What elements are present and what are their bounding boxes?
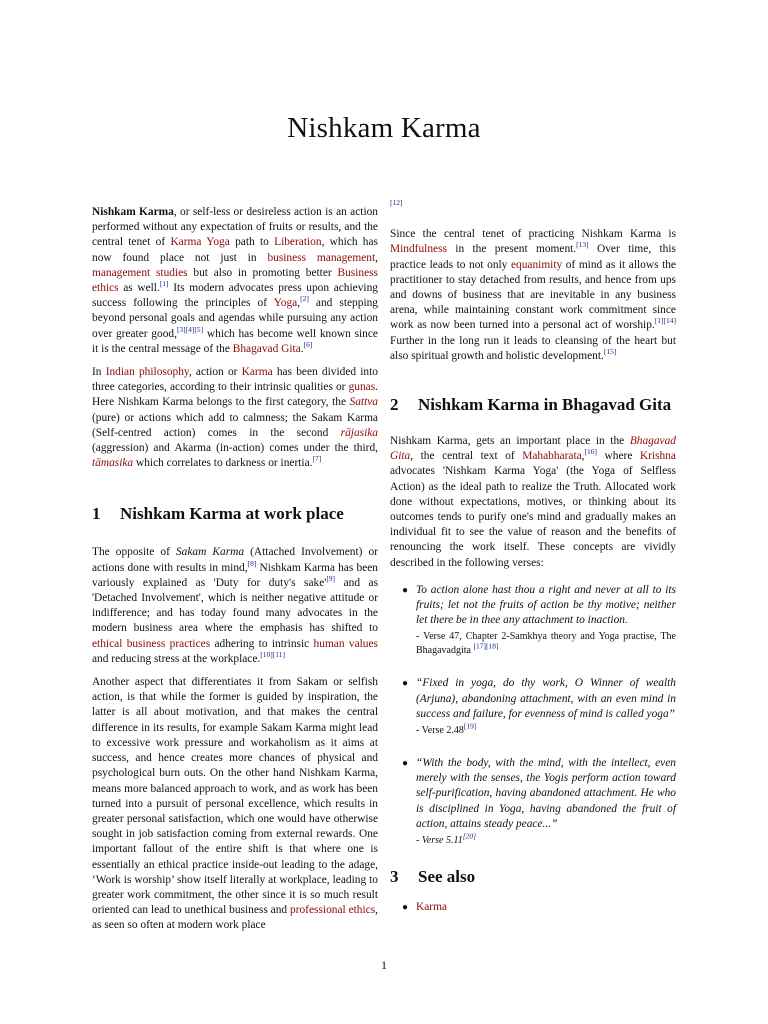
verse-citation (416, 630, 676, 658)
text: which correlates to darkness or inertia. (133, 457, 313, 470)
list-item (390, 900, 676, 915)
citation[interactable]: [6] (303, 340, 313, 350)
text: adhering to intrinsic (210, 637, 314, 650)
verse-quote: “With the body, with the mind, with the intellect, even merely with the senses, the Yogis perform action toward self-purification, having abandoned attachment. He who is disciplined in Yoga, having abandoned the fruit of action, attains steady peace...” (416, 757, 676, 830)
link-sattva[interactable]: Sattva (349, 396, 378, 409)
right-column (390, 200, 676, 915)
text: advocates 'Nishkam Karma Yoga' (the Yoga of Selfless Action) as the ideal path to realize the Truth. Allocated work done without expectations, motives, or thinking about its outcomes tends to purify one's mind and gradually makes an individual fit to see the value of reason and the benefits of renouncing the work itself. These concepts are vividly described in the following verses: (390, 465, 676, 569)
text: (aggression) and Akarma (in-action) comes under the third, (92, 442, 378, 455)
link-bhagavad-gita[interactable]: Bhagavad Gita (232, 342, 301, 355)
citation[interactable]: [2] (300, 294, 309, 304)
text: Further in the long run it leads to cleansing of the heart but also spiritual growth and holistic development. (390, 334, 676, 362)
citation[interactable]: [3][4][5] (176, 324, 204, 334)
link-yoga[interactable]: Yoga (273, 297, 298, 310)
text: . (300, 342, 304, 355)
text: as well. (118, 282, 160, 295)
verse-citation (416, 831, 676, 848)
text: , or self-less or desireless action is an action performed without any expectation of fruits or results, and the central tenet of (92, 206, 378, 249)
text: The opposite of (92, 546, 176, 559)
continued-citation (390, 200, 676, 215)
text: , which has now found place not just in (92, 236, 378, 264)
text: , action or (188, 366, 242, 379)
citation[interactable]: [16] (584, 447, 598, 457)
intro-paragraph (92, 205, 378, 357)
link-business-ethics[interactable]: Business ethics (92, 266, 378, 295)
verse-list (390, 583, 676, 848)
text: in the present moment. (446, 243, 577, 256)
link-rajasika[interactable]: rājasika (340, 426, 378, 439)
text: - Verse 2.48 (416, 725, 464, 737)
link-management-studies[interactable]: management studies (92, 266, 188, 279)
link-human-values[interactable]: human values (313, 637, 378, 650)
section-number: 1 (92, 504, 101, 524)
link-bhagavad-gita[interactable]: Bhagavad Gita (390, 435, 676, 463)
text: , (375, 251, 378, 264)
bhagavad-gita-paragraph (390, 434, 676, 571)
text: , the central text of (410, 450, 523, 463)
citation[interactable]: [7] (312, 454, 322, 464)
section-heading-work-place (92, 503, 378, 525)
link-indian-philosophy[interactable]: Indian philosophy (105, 366, 189, 379)
italic-term: Sakam Karma (175, 546, 245, 559)
list-item (390, 676, 676, 738)
text: where (597, 450, 640, 463)
work-place-paragraph-1 (92, 545, 378, 667)
mindfulness-paragraph (390, 227, 676, 364)
bullet-icon: ● (402, 678, 409, 690)
list-item (390, 756, 676, 848)
left-column (92, 205, 378, 942)
text: but also in promoting better (187, 266, 338, 279)
section-number: 2 (390, 395, 399, 415)
link-equanimity[interactable]: equanimity (510, 258, 563, 271)
bullet-icon: ● (402, 758, 409, 770)
page-title: Nishkam Karma (287, 112, 481, 144)
text: , (581, 450, 585, 463)
section-title: See also (418, 867, 476, 887)
text: Another aspect that differentiates it from Sakam or selfish action, is that while the former is guided by inspiration, the latter is all about motivation, and that makes the central difference in its results, for example Sakam Karma might lead to excessive work pressure and workaholism as it aims at success, and hence creates more chances of physical and psychological burn outs. On the other hand Nishkam Karma, means more balanced approach to work, and as work has been turned into a pursuit of personal excellence, which results in greater personal satisfaction, which one would have otherwise sought in job satisfaction coming from external rewards. One important fallout of the entire shift is that where one is essentially an ethical practice inside-out leading to the adage, ‘Work is worship’ show itself literally at workplace, leading to greater work commitment, the other since it is so much result oriented can lead to unethical business and (92, 676, 378, 917)
link-liberation[interactable]: Liberation (274, 236, 322, 249)
text: which has become well known since it is the central message of the (92, 327, 378, 355)
list-item (390, 583, 676, 659)
link-mindfulness[interactable]: Mindfulness (390, 243, 447, 256)
link-krishna[interactable]: Krishna (639, 450, 676, 463)
citation[interactable]: [9] (326, 574, 336, 584)
link-karma[interactable]: Karma (241, 366, 273, 379)
text: and stepping beyond personal goals and agendas while pursuing any action over greater good, (92, 297, 379, 340)
text: (pure) or actions which add to calmness; the Sakam Karma (Self-centred action) comes in the second (92, 411, 378, 439)
link-karma-yoga[interactable]: Karma Yoga (170, 236, 230, 249)
section-number: 3 (390, 867, 399, 887)
link-business-management[interactable]: business management (267, 251, 376, 264)
verse-citation (416, 721, 676, 738)
section-heading-bhagavad-gita (390, 394, 676, 416)
section-title: Nishkam Karma in Bhagavad Gita (418, 395, 672, 415)
text: . Here Nishkam Karma belongs to the first category, the (92, 381, 378, 409)
text: - Verse 5.11 (416, 835, 463, 847)
text: Its modern advocates press upon achieving success following the principles of (92, 282, 378, 310)
text: of mind as it allows the practitioner to stay detached from results, and hence from ups and downs of business that are inevitable in any business arena, while maintaining constant work commitment since work as now been turned into a personal act of worship. (390, 258, 676, 332)
text: path to (229, 236, 275, 249)
citation[interactable]: [13] (576, 240, 589, 250)
citation[interactable]: [17][18] (473, 642, 499, 652)
bullet-icon: ● (402, 902, 409, 914)
see-also-list (390, 900, 676, 915)
verse-quote: “Fixed in yoga, do thy work, O Winner of wealth (Arjuna), abandoning attachment, with an even mind in success and failure, for evenness of mind is called yoga” (416, 677, 676, 720)
text: , (297, 297, 301, 310)
verse-quote: To action alone hast thou a right and never at all to its fruits; let not the fruits of action be thy motive; neither let there be in thee any attachment to inaction. (416, 583, 676, 627)
text: - Verse 47, Chapter 2-Samkhya theory and Yoga practise, The Bhagavadgita (416, 631, 676, 657)
section-title: Nishkam Karma at work place (120, 504, 344, 524)
citation[interactable]: [20] (462, 831, 477, 841)
page-number: 1 (381, 958, 387, 972)
citation[interactable]: [19] (463, 721, 477, 731)
text: and reducing stress at the workplace. (92, 652, 261, 665)
work-place-paragraph-2 (92, 675, 378, 933)
section-heading-see-also (390, 866, 676, 888)
text: , as seen so often at modern work place (92, 904, 378, 932)
text: Nishkam Karma, gets an important place in the (390, 435, 630, 448)
link-ethical-business-practices[interactable]: ethical business practices (92, 637, 211, 650)
link-professional-ethics[interactable]: professional ethics (290, 904, 376, 917)
text: (Attached Involvement) or actions done with results in mind, (92, 546, 378, 574)
citation[interactable]: [12] (390, 198, 403, 208)
citation[interactable]: [15] (603, 347, 617, 357)
citation[interactable]: [1] (159, 279, 169, 289)
citation[interactable]: [10][11] (260, 650, 285, 660)
citation[interactable]: [8] (247, 558, 257, 568)
link-tamasika[interactable]: tāmasika (92, 457, 134, 470)
text: has been divided into three categories, according to their intrinsic qualities or (92, 366, 378, 394)
link-mahabharata[interactable]: Mahabharata (522, 450, 582, 463)
bold-term: Nishkam Karma (92, 206, 174, 218)
text: Nishkam Karma has been variously explained as 'Duty for duty's sake' (92, 561, 378, 589)
text: and as 'Detached Involvement', which is neither negative attitude or indifference; and has today found many advocates in the modern business area where the emphasis has shifted to (92, 576, 378, 635)
link-gunas[interactable]: gunas (348, 381, 376, 394)
citation[interactable]: [1][14] (654, 316, 676, 326)
bullet-icon: ● (402, 584, 409, 596)
text: Since the central tenet of practicing Nishkam Karma is (390, 228, 676, 241)
categories-paragraph (92, 365, 378, 471)
text: In (92, 366, 106, 379)
link-karma[interactable]: Karma (416, 901, 447, 914)
text: Over time, this practice leads to not only (390, 243, 676, 271)
